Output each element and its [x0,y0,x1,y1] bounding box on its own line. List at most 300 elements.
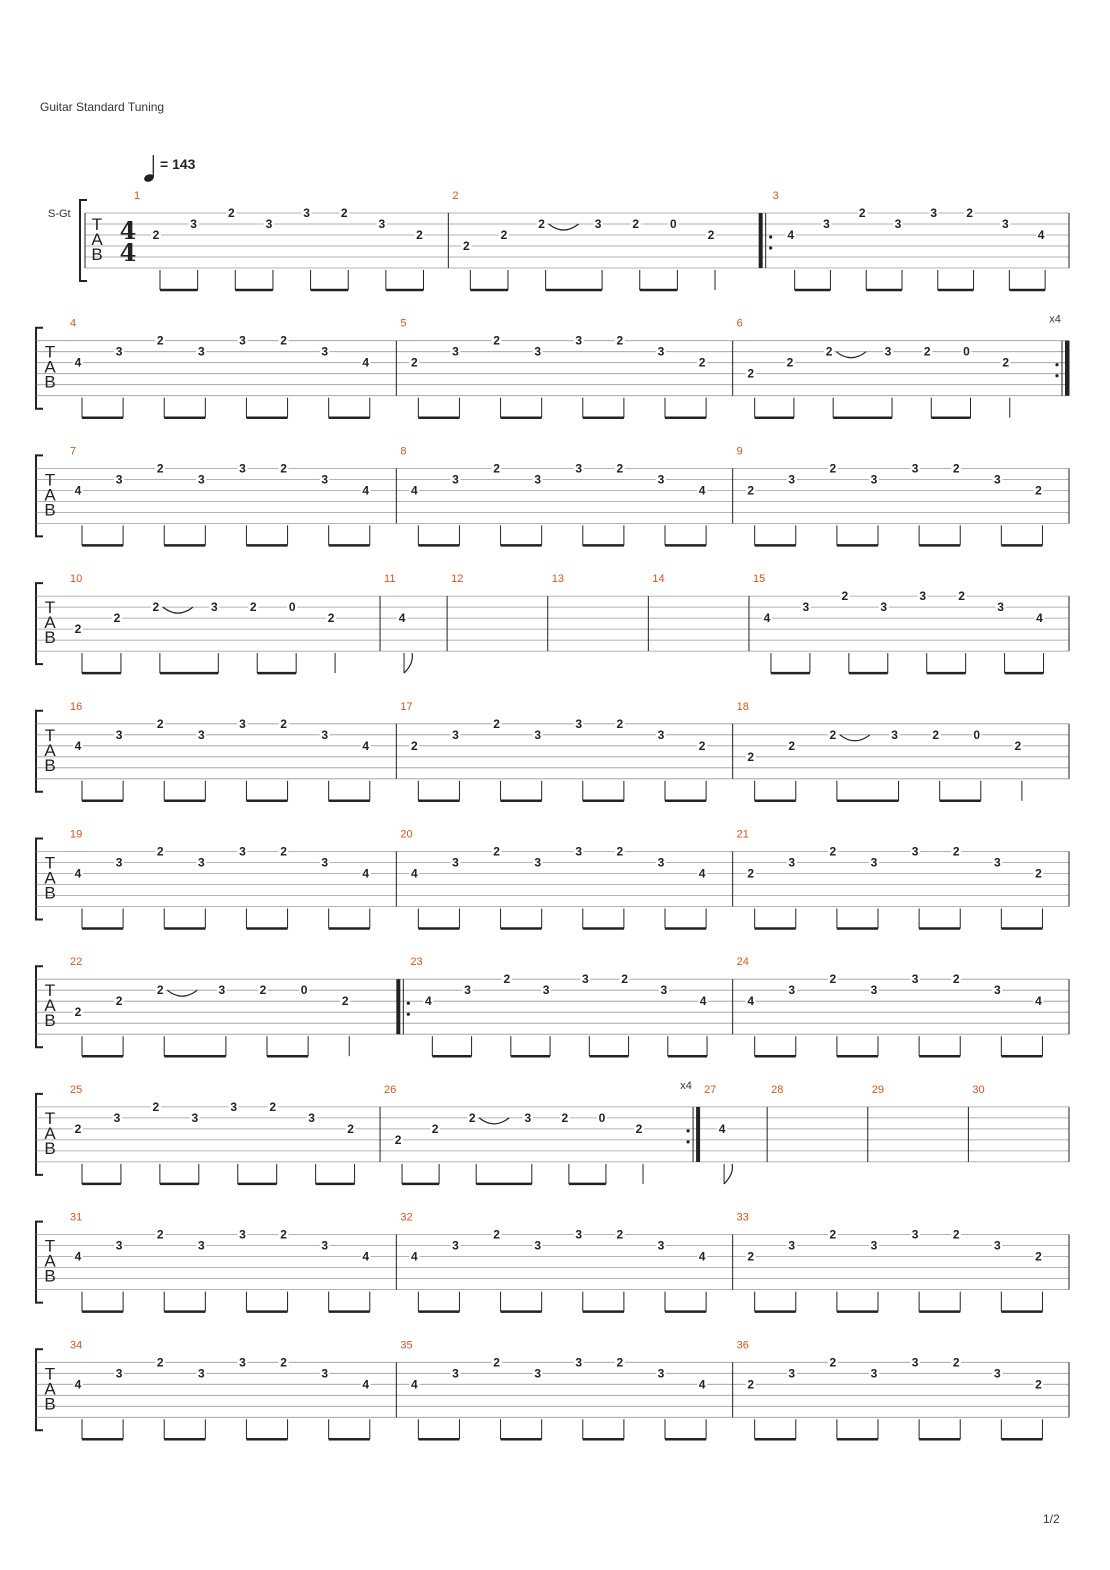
measure-number: 6 [736,317,743,330]
fret-number: 3 [894,217,902,231]
repeat-dot [1055,363,1058,366]
staff-bracket [36,583,43,664]
measure-number: 10 [70,573,83,586]
fret-number: 2 [747,483,755,498]
fret-number: 3 [802,600,810,615]
fret-number: 4 [763,611,771,626]
measure-number: 18 [736,700,749,713]
fret-number: 3 [321,1366,329,1381]
fret-number: 3 [657,855,665,870]
fret-number: 3 [265,217,273,231]
fret-number: 2 [932,727,940,742]
fret-number: 2 [156,983,164,998]
tab-clef-letter: T [44,725,56,745]
tab-clef-letter: A [44,1123,56,1143]
fret-number: 3 [115,1238,123,1253]
fret-number: 4 [362,483,370,498]
fret-number: 4 [1035,994,1042,1009]
tab-clef-letter: A [44,740,56,760]
fret-number: 3 [657,472,665,487]
staff-bracket [36,1222,43,1303]
fret-number: 4 [74,355,82,370]
fret-number: 3 [197,1238,205,1253]
fret-number: 2 [280,461,287,476]
fret-number: 3 [788,1238,796,1253]
fret-number: 0 [288,600,296,615]
measure-number: 9 [736,445,743,458]
tab-clef-letter: T [44,981,56,1001]
time-signature-numerator: 4 [119,216,137,245]
fret-number: 2 [952,972,960,987]
fret-number: 2 [829,844,837,859]
measure-number: 11 [384,573,396,586]
fret-number: 2 [616,844,624,859]
fret-number: 2 [747,1249,755,1264]
fret-number: 2 [493,844,500,859]
fret-number: 0 [670,217,677,231]
fret-number: 2 [156,1227,164,1242]
fret-number: 3 [452,727,459,742]
fret-number: 0 [300,983,308,998]
fret-number: 3 [575,1355,583,1370]
staff-bracket [36,839,43,920]
fret-number: 3 [870,1238,878,1253]
measure-number: 35 [400,1339,413,1352]
fret-number: 3 [575,333,583,348]
measure-number: 27 [704,1083,717,1096]
fret-number: 2 [698,355,706,370]
fret-number: 3 [594,217,602,231]
page-number: 1/2 [1043,1512,1060,1526]
fret-number: 4 [699,994,707,1009]
fret-number: 3 [452,1238,459,1253]
fret-number: 2 [707,228,715,242]
tab-clef-letter: B [44,372,56,392]
tab-clef-letter: A [44,485,56,505]
fret-number: 4 [362,1377,370,1392]
fret-number: 3 [788,983,796,998]
tab-clef-letter: T [44,598,56,618]
tab-clef-letter: A [44,613,56,633]
fret-number: 2 [493,716,500,731]
fret-number: 2 [249,600,257,615]
fret-number: 3 [190,217,197,231]
tab-clef-letter: T [44,342,56,362]
fret-number: 2 [347,1121,354,1136]
fret-number: 3 [534,855,542,870]
fret-number: 3 [788,1366,796,1381]
tab-clef-letter: B [44,1011,56,1031]
tie-arc [163,607,193,613]
fret-number: 3 [303,206,310,220]
fret-number: 0 [963,344,970,359]
fret-number: 4 [410,1249,418,1264]
measure-number: 25 [70,1083,83,1096]
fret-number: 2 [632,217,640,231]
fret-number: 2 [156,461,164,476]
fret-number: 2 [786,355,794,370]
fret-number: 4 [1037,228,1045,242]
fret-number: 4 [362,1249,370,1264]
measure-number: 7 [70,445,77,458]
fret-number: 3 [870,1366,878,1381]
fret-number: 2 [616,716,624,731]
fret-number: 3 [452,344,459,359]
fret-number: 3 [919,589,927,604]
fret-number: 2 [1014,738,1022,753]
measure-number: 8 [400,445,407,458]
measure-number: 30 [972,1083,985,1096]
fret-number: 2 [152,1099,160,1114]
fret-number: 2 [1002,355,1010,370]
fret-number: 2 [747,749,755,764]
fret-number: 4 [698,1377,706,1392]
fret-number: 3 [788,472,796,487]
measure-number: 29 [871,1083,885,1096]
fret-number: 3 [115,472,123,487]
fret-number: 3 [197,855,205,870]
fret-number: 3 [930,206,938,220]
measure-number: 16 [70,700,83,713]
fret-number: 2 [280,333,287,348]
fret-number: 3 [197,727,205,742]
tab-clef-letter: T [44,1236,56,1256]
fret-number: 2 [1035,483,1042,498]
fret-number: 2 [156,716,164,731]
fret-number: 2 [152,228,160,242]
fret-number: 3 [115,1366,123,1381]
fret-number: 2 [74,1005,82,1020]
fret-number: 2 [493,333,500,348]
fret-number: 3 [870,983,878,998]
measure-number: 3 [772,190,779,202]
fret-number: 3 [321,1238,329,1253]
fret-number: 3 [197,1366,205,1381]
fret-number: 2 [952,1355,960,1370]
tab-clef-letter: B [44,628,56,648]
measure-number: 32 [400,1211,413,1224]
fret-number: 2 [280,716,287,731]
fret-number: 2 [841,589,849,604]
fret-number: 3 [452,855,459,870]
fret-number: 4 [74,1377,82,1392]
fret-number: 3 [321,472,329,487]
tab-clef-letter: B [44,1394,56,1414]
fret-number: 2 [829,727,837,742]
measure-number: 33 [736,1211,749,1224]
fret-number: 3 [911,844,919,859]
fret-number: 3 [575,844,583,859]
fret-number: 2 [115,994,123,1009]
fret-number: 2 [410,355,418,370]
fret-number: 2 [394,1132,402,1147]
fret-number: 3 [880,600,888,615]
staff-bracket [36,966,43,1047]
fret-number: 3 [464,983,471,998]
tie-arc [840,735,870,741]
staff-bracket [36,711,43,792]
fret-number: 3 [534,344,542,359]
fret-number: 3 [993,1366,1001,1381]
tab-clef-letter: A [44,357,56,377]
fret-number: 2 [616,333,624,348]
tab-clef-letter: B [44,755,56,775]
fret-number: 2 [410,738,418,753]
fret-number: 2 [829,1227,837,1242]
fret-number: 2 [829,972,837,987]
tab-clef-letter: A [44,996,56,1016]
fret-number: 3 [197,344,205,359]
fret-number: 3 [911,972,919,987]
note-flag [724,1164,732,1184]
fret-number: 2 [156,333,164,348]
fret-number: 3 [657,1366,665,1381]
fret-number: 3 [378,217,386,231]
fret-number: 3 [210,600,218,615]
fret-number: 0 [973,727,981,742]
tab-clef-letter: B [44,1138,56,1158]
fret-number: 2 [923,344,931,359]
fret-number: 2 [462,239,470,253]
fret-number: 3 [993,1238,1001,1253]
tab-clef-letter: T [91,215,103,234]
repeat-dot [1055,374,1058,377]
measure-number: 26 [384,1083,397,1096]
fret-number: 4 [362,866,370,881]
fret-number: 3 [321,855,329,870]
fret-number: 3 [115,344,123,359]
measure-number: 36 [736,1339,749,1352]
tuning-label: Guitar Standard Tuning [40,100,165,114]
fret-number: 4 [698,483,706,498]
tab-clef-letter: A [44,868,56,888]
fret-number: 3 [657,727,665,742]
fret-number: 3 [542,983,550,998]
measure-number: 24 [736,956,749,969]
tab-clef-letter: B [44,883,56,903]
measure-number: 19 [70,828,83,841]
staff-bracket [36,328,43,409]
fret-number: 3 [191,1110,199,1125]
fret-number: 3 [1001,217,1009,231]
fret-number: 3 [581,972,589,987]
measure-number: 15 [752,573,766,586]
fret-number: 3 [197,472,205,487]
fret-number: 4 [698,866,706,881]
repeat-dot [686,1140,689,1143]
note-flag [404,653,412,673]
fret-number: 3 [115,727,123,742]
fret-number: 3 [534,1238,542,1253]
fret-number: 3 [660,983,668,998]
fret-number: 3 [993,472,1001,487]
fret-number: 3 [870,855,878,870]
fret-number: 3 [911,461,919,476]
tab-clef-letter: B [91,245,103,264]
fret-number: 3 [524,1110,532,1125]
fret-number: 3 [575,716,583,731]
fret-number: 2 [493,461,500,476]
fret-number: 2 [952,461,960,476]
fret-number: 2 [280,844,287,859]
fret-number: 2 [616,461,624,476]
fret-number: 2 [858,206,866,220]
staff-bracket [80,200,87,281]
tab-clef-letter: A [91,230,103,249]
tab-clef-letter: B [44,1266,56,1286]
fret-number: 2 [416,228,423,242]
fret-number: 4 [718,1121,726,1136]
repeat-dot [407,1013,410,1016]
fret-number: 2 [1035,1377,1042,1392]
tab-clef-letter: T [44,1364,56,1384]
fret-number: 3 [115,855,123,870]
repeat-dot [769,235,772,238]
fret-number: 3 [575,1227,583,1242]
fret-number: 3 [321,727,329,742]
measure-number: 22 [70,956,83,969]
fret-number: 3 [239,1227,246,1242]
fret-number: 2 [829,1355,837,1370]
fret-number: 3 [788,855,796,870]
fret-number: 3 [534,472,542,487]
time-signature-denominator: 4 [119,238,137,267]
fret-number: 2 [829,461,837,476]
measure-number: 23 [410,956,423,969]
fret-number: 2 [340,206,348,220]
fret-number: 2 [156,1355,164,1370]
fret-number: 4 [362,738,370,753]
measure-number: 2 [452,190,459,202]
fret-number: 4 [362,355,370,370]
fret-number: 2 [156,844,164,859]
fret-number: 4 [410,1377,418,1392]
fret-number: 3 [308,1110,315,1125]
fret-number: 3 [452,1366,459,1381]
tempo-value: = 143 [160,156,196,172]
fret-number: 3 [911,1355,919,1370]
tie-arc [167,990,197,996]
fret-number: 3 [113,1110,121,1125]
repeat-count: x4 [1049,313,1061,326]
fret-number: 3 [891,727,898,742]
fret-number: 2 [493,1227,500,1242]
fret-number: 2 [952,1227,960,1242]
fret-number: 2 [327,611,335,626]
tab-clef-letter: T [44,470,56,490]
fret-number: 2 [747,866,755,881]
fret-number: 2 [1035,866,1042,881]
fret-number: 3 [823,217,830,231]
fret-number: 3 [997,600,1004,615]
fret-number: 4 [787,228,795,242]
repeat-dot [769,246,772,249]
measure-number: 20 [400,828,413,841]
fret-number: 4 [424,994,432,1009]
fret-number: 2 [74,622,82,637]
fret-number: 3 [884,344,892,359]
fret-number: 3 [657,1238,665,1253]
fret-number: 3 [239,716,246,731]
repeat-dot [686,1129,689,1132]
measure-number: 28 [771,1083,784,1096]
fret-number: 3 [870,472,878,487]
tab-clef-letter: A [44,1379,56,1399]
fret-number: 2 [500,228,508,242]
fret-number: 2 [152,600,160,615]
fret-number: 3 [657,344,665,359]
fret-number: 3 [993,855,1001,870]
measure-number: 17 [400,700,413,713]
fret-number: 3 [911,1227,919,1242]
measure-number: 13 [551,573,564,586]
fret-number: 2 [1035,1249,1042,1264]
measure-number: 21 [736,828,749,841]
tie-arc [836,352,866,358]
fret-number: 2 [616,1227,624,1242]
staff-bracket [36,1094,43,1175]
fret-number: 3 [239,844,246,859]
measure-number: 31 [70,1211,83,1224]
staff-bracket [36,1349,43,1430]
fret-number: 2 [259,983,267,998]
fret-number: 4 [1036,611,1043,626]
fret-number: 4 [698,1249,706,1264]
tab-clef-letter: T [44,1108,56,1128]
fret-number: 2 [698,738,706,753]
fret-number: 2 [538,217,545,231]
measure-number: 5 [400,317,407,330]
fret-number: 2 [788,738,796,753]
fret-number: 4 [398,611,406,626]
fret-number: 3 [575,461,583,476]
fret-number: 4 [410,483,418,498]
fret-number: 2 [952,844,960,859]
fret-number: 2 [635,1121,643,1136]
fret-number: 2 [503,972,511,987]
fret-number: 2 [966,206,973,220]
fret-number: 2 [431,1121,439,1136]
measure-number: 1 [134,190,141,202]
fret-number: 4 [74,866,82,881]
fret-number: 3 [321,344,329,359]
measure-number: 14 [652,573,665,586]
fret-number: 3 [534,1366,542,1381]
tab-clef-letter: T [44,853,56,873]
measure-number: 4 [70,317,77,330]
fret-number: 3 [239,333,246,348]
tie-arc [479,1118,509,1124]
tie-arc [549,224,579,230]
fret-number: 3 [452,472,459,487]
fret-number: 3 [230,1099,238,1114]
measure-number: 34 [70,1339,83,1352]
fret-number: 2 [825,344,833,359]
measure-number: 12 [451,573,464,586]
fret-number: 2 [280,1227,287,1242]
fret-number: 2 [227,206,235,220]
fret-number: 4 [410,866,418,881]
fret-number: 2 [341,994,349,1009]
fret-number: 2 [468,1110,476,1125]
fret-number: 2 [113,611,121,626]
fret-number: 2 [747,1377,755,1392]
fret-number: 2 [269,1099,277,1114]
tab-clef-letter: B [44,500,56,520]
staff-bracket [36,455,43,536]
fret-number: 2 [747,366,755,381]
fret-number: 4 [74,738,82,753]
